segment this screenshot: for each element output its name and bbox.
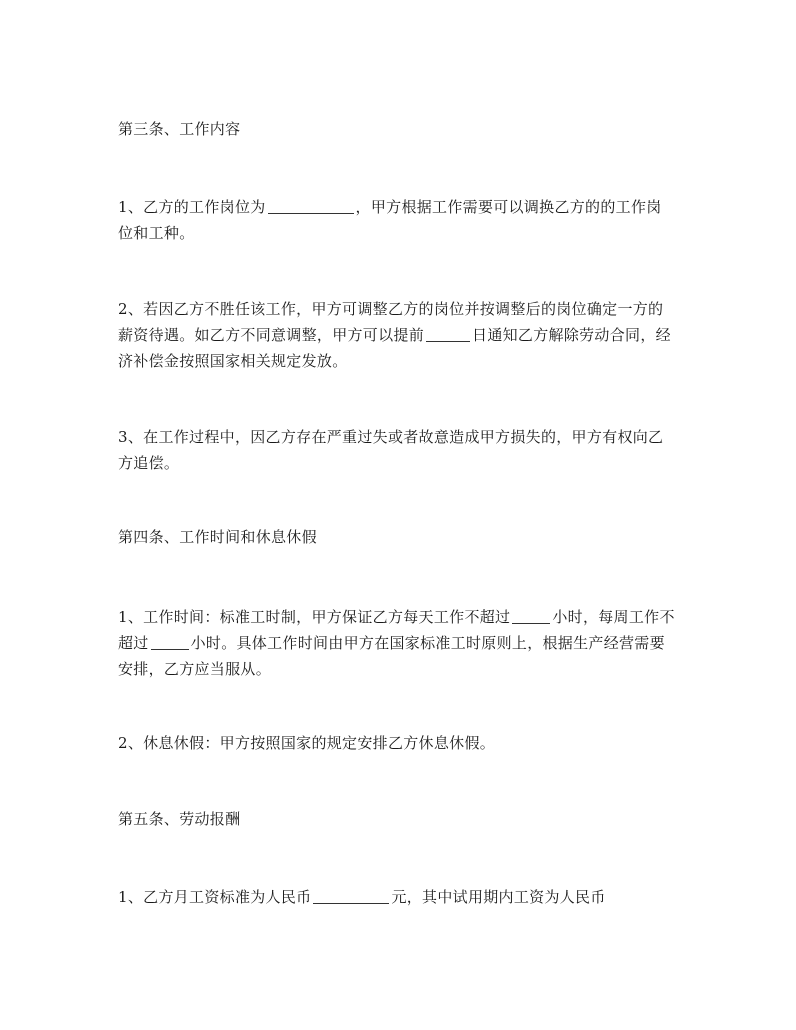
- article-4-item-2-line-1: 2、休息休假：甲方按照国家的规定安排乙方休息休假。: [118, 734, 496, 752]
- article-4-item-1-line-1: [118, 604, 675, 630]
- text-segment: 日通知乙方解除劳动合同，经: [472, 326, 671, 344]
- article-3-item-2-line-2: [118, 322, 671, 348]
- text-segment: 小时。具体工作时间由甲方在国家标准工时原则上，根据生产经营需要: [190, 634, 665, 652]
- fill-in-blank-monthly-salary: [313, 887, 389, 904]
- article-3-item-2-line-1: 2、若因乙方不胜任该工作，甲方可调整乙方的岗位并按调整后的岗位确定一方的: [118, 300, 664, 318]
- text-segment: 1、乙方的工作岗位为: [118, 198, 266, 216]
- text-segment: 1、工作时间：标准工时制，甲方保证乙方每天工作不超过: [118, 608, 511, 626]
- article-3-item-1-line-2: 位和工种。: [118, 224, 195, 242]
- text-segment: ，甲方根据工作需要可以调换乙方的的工作岗: [355, 198, 662, 216]
- article-3-item-3-line-2: 方追偿。: [118, 454, 180, 472]
- article-3-item-2-line-3: 济补偿金按照国家相关规定发放。: [118, 352, 348, 370]
- article-3-heading: 第三条、工作内容: [118, 120, 241, 138]
- article-3-item-1-line-1: [118, 194, 662, 220]
- article-4-item-1-line-3: 安排，乙方应当服从。: [118, 660, 272, 678]
- article-5-item-1-line-1: [118, 884, 606, 910]
- text-segment: 元，其中试用期内工资为人民币: [391, 888, 606, 906]
- article-3-item-3-line-1: 3、在工作过程中，因乙方存在严重过失或者故意造成甲方损失的，甲方有权向乙: [118, 428, 664, 446]
- fill-in-blank-job-position: [268, 197, 354, 214]
- text-segment: 小时，每周工作不: [552, 608, 675, 626]
- text-segment: 超过: [118, 634, 149, 652]
- article-5-heading: 第五条、劳动报酬: [118, 810, 241, 828]
- fill-in-blank-daily-hours: [512, 607, 550, 624]
- fill-in-blank-notice-days: [426, 325, 470, 342]
- text-segment: 1、乙方月工资标准为人民币: [118, 888, 312, 906]
- text-segment: 薪资待遇。如乙方不同意调整，甲方可以提前: [118, 326, 425, 344]
- fill-in-blank-weekly-hours: [151, 633, 189, 650]
- article-4-heading: 第四条、工作时间和休息休假: [118, 528, 317, 546]
- article-4-item-1-line-2: [118, 630, 665, 656]
